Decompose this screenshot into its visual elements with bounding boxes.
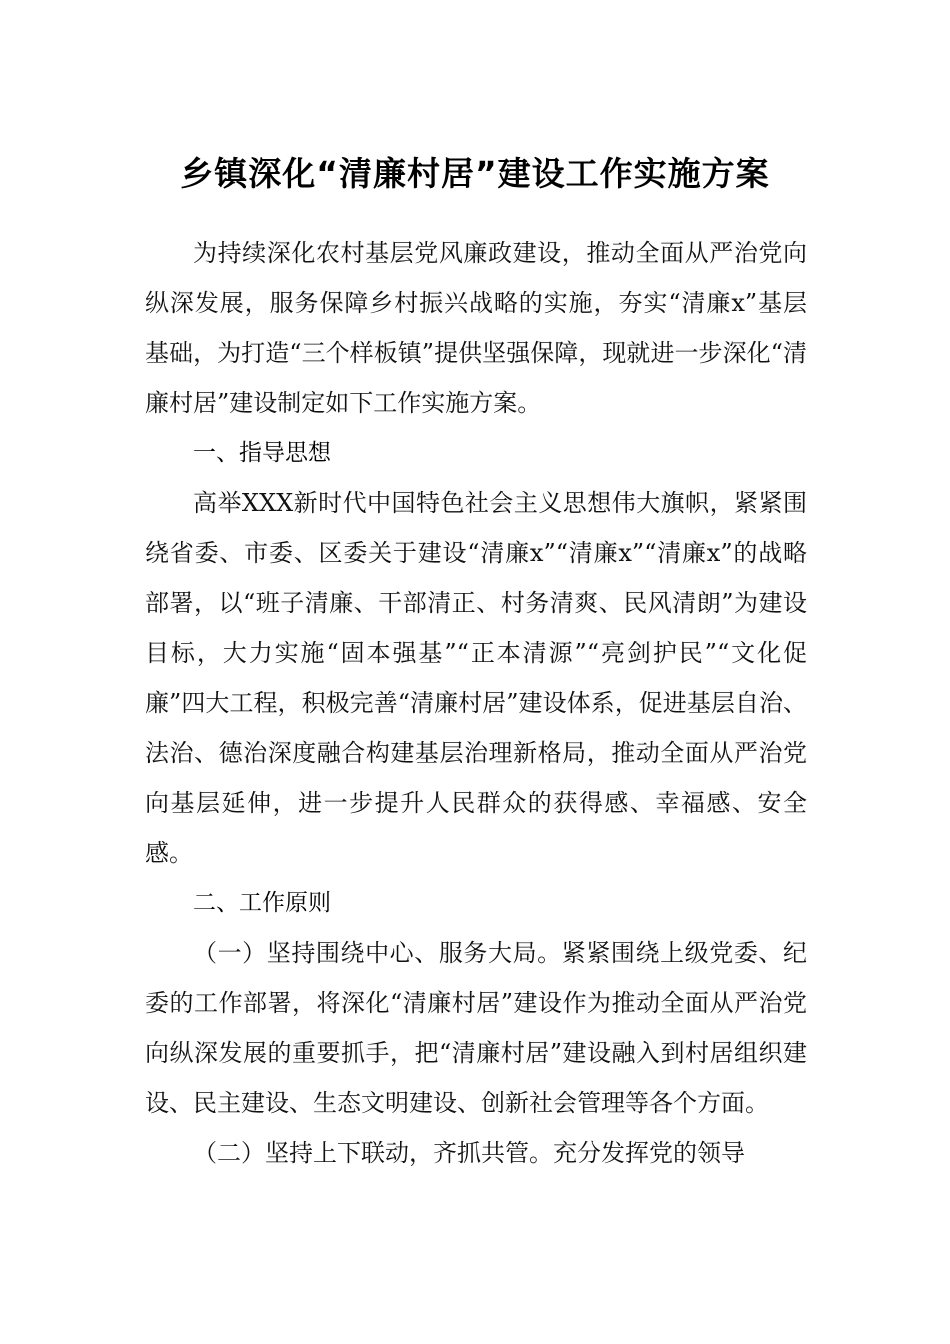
- principle-two-paragraph: （二）坚持上下联动，齐抓共管。充分发挥党的领导: [193, 1139, 745, 1167]
- intro-paragraph: 为持续深化农村基层党风廉政建设，推动全面从严治党向纵深发展，服务保障乡村振兴战略的实施，夯实“清廉x”基层基础，为打造“三个样板镇”提供坚强保障，现就进一步深化“清廉村居”建设制定如下工作实施方案。: [145, 239, 807, 417]
- section-heading-work-principles: 二、工作原则: [193, 890, 331, 916]
- principle-one-paragraph: （一）坚持围绕中心、服务大局。紧紧围绕上级党委、纪委的工作部署，将深化“清廉村居”建设作为推动全面从严治党向纵深发展的重要抓手，把“清廉村居”建设融入到村居组织建设、民主建设、生态文明建设、创新社会管理等各个方面。: [145, 939, 807, 1117]
- document-title: 乡镇深化“清廉村居”建设工作实施方案: [180, 154, 770, 193]
- guiding-ideology-paragraph: 高举XXX新时代中国特色社会主义思想伟大旗帜，紧紧围绕省委、市委、区委关于建设“清廉x”“清廉x”“清廉x”的战略部署，以“班子清廉、干部清正、村务清爽、民风清朗”为建设目标，大力实施“固本强基”“正本清源”“亮剑护民”“文化促廉”四大工程，积极完善“清廉村居”建设体系，促进基层自治、法治、德治深度融合构建基层治理新格局，推动全面从严治党向基层延伸，进一步提升人民群众的获得感、幸福感、安全感。: [145, 489, 807, 867]
- section-heading-guiding-ideology: 一、指导思想: [193, 440, 331, 466]
- document-body: [145, 228, 807, 1178]
